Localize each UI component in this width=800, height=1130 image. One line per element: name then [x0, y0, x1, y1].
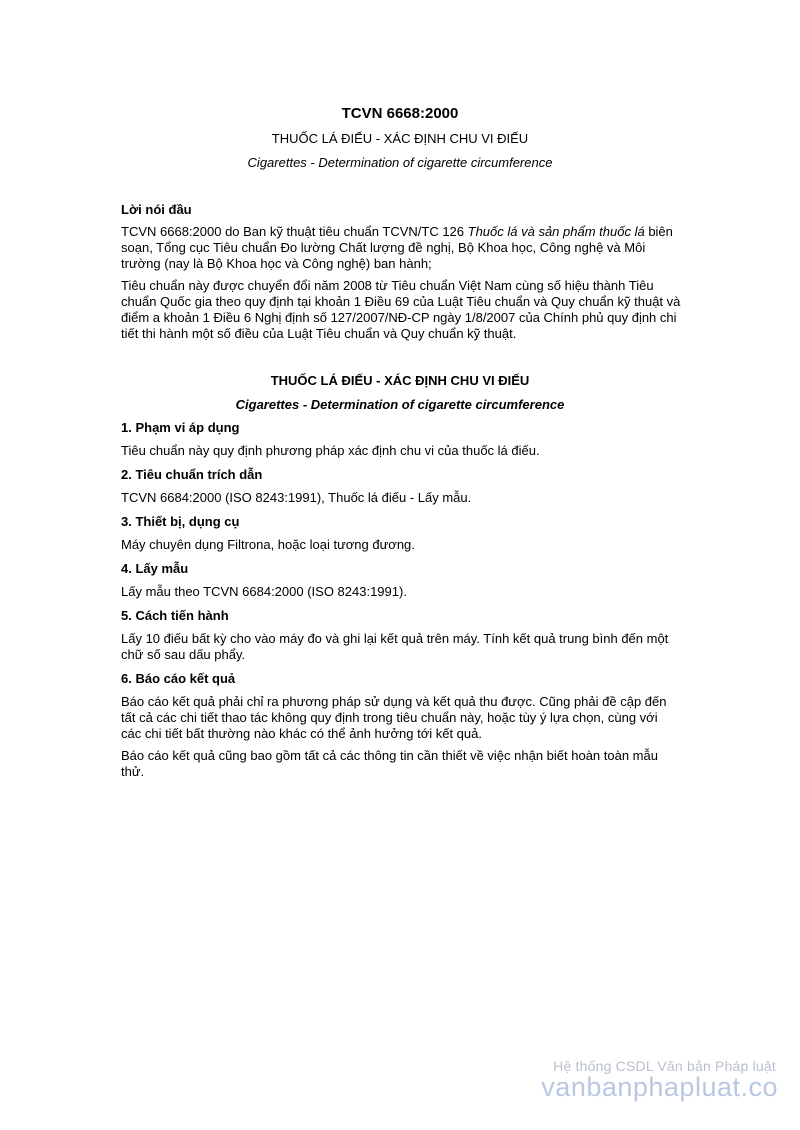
foreword-p1-italic: Thuốc lá và sản phẩm thuốc lá: [467, 224, 645, 239]
section-1-heading: 1. Phạm vi áp dụng: [121, 420, 240, 435]
section-6-paragraph-1: Báo cáo kết quả phải chỉ ra phương pháp sử dụng và kết quả thu được. Cũng phải đề cập đến tất cả các chi tiết thao tác không quy định trong tiêu chuẩn này, hoặc tùy ý lựa chọn, cùng với các chi tiết bất thường nào khác có thể ảnh hưởng tới kết quả.: [121, 694, 667, 741]
section-4-text: Lấy mẫu theo TCVN 6684:2000 (ISO 8243:1991).: [121, 584, 407, 599]
section-6-paragraph-2: Báo cáo kết quả cũng bao gồm tất cả các thông tin cần thiết về việc nhận biết hoàn toàn mẫu thử.: [121, 748, 658, 779]
section-2-heading: 2. Tiêu chuẩn trích dẫn: [121, 467, 263, 482]
section-3-heading: 3. Thiết bị, dụng cụ: [121, 514, 240, 529]
foreword-p1-start: TCVN 6668:2000 do Ban kỹ thuật tiêu chuẩn TCVN/TC 126: [121, 224, 468, 239]
section-1-text: Tiêu chuẩn này quy định phương pháp xác định chu vi của thuốc lá điếu.: [121, 443, 540, 458]
section-3-text: Máy chuyên dụng Filtrona, hoặc loại tương đương.: [121, 537, 415, 552]
foreword-paragraph-2: Tiêu chuẩn này được chuyển đổi năm 2008 từ Tiêu chuẩn Việt Nam cùng số hiệu thành Tiêu chuẩn Quốc gia theo quy định tại khoản 1 Điều 69 của Luật Tiêu chuẩn và Quy chuẩn kỹ thuật và điểm a khoản 1 Điều 6 Nghị định số 127/2007/NĐ-CP ngày 1/8/2007 của Chính phủ quy định chi tiết thi hành một số điều của Luật Tiêu chuẩn và Quy chuẩn kỹ thuật.: [121, 278, 681, 341]
section-4-heading: 4. Lấy mẫu: [121, 561, 189, 576]
section-5-text: Lấy 10 điếu bất kỳ cho vào máy đo và ghi lại kết quả trên máy. Tính kết quả trung bình đến một chữ số sau dấu phẩy.: [121, 631, 669, 662]
watermark-site: vanbanphapluat.co: [541, 1072, 778, 1102]
document-code: TCVN 6668:2000: [341, 105, 459, 122]
section-5-heading: 5. Cách tiến hành: [121, 608, 229, 623]
document-title-vn: THUỐC LÁ ĐIẾU - XÁC ĐỊNH CHU VI ĐIẾU: [271, 131, 529, 146]
foreword-p1-end: biên soạn, Tổng cục Tiêu chuẩn Đo lường Chất lượng đề nghị, Bộ Khoa học, Công nghệ và Môi trường (nay là Bộ Khoa học và Công nghệ) ban hành;: [121, 224, 673, 271]
body-title-vn: THUỐC LÁ ĐIẾU - XÁC ĐỊNH CHU VI ĐIẾU: [270, 373, 530, 388]
section-2-text: TCVN 6684:2000 (ISO 8243:1991), Thuốc lá điếu - Lấy mẫu.: [121, 490, 472, 505]
document-title-en: Cigarettes - Determination of cigarette circumference: [247, 155, 553, 170]
watermark-caption: Hệ thống CSDL Văn bản Pháp luật: [553, 1058, 776, 1074]
foreword-paragraph-1: [121, 224, 681, 272]
foreword-heading: Lời nói đầu: [121, 202, 192, 217]
body-title-en: Cigarettes - Determination of cigarette circumference: [235, 397, 565, 412]
section-6-heading: 6. Báo cáo kết quả: [121, 671, 236, 686]
